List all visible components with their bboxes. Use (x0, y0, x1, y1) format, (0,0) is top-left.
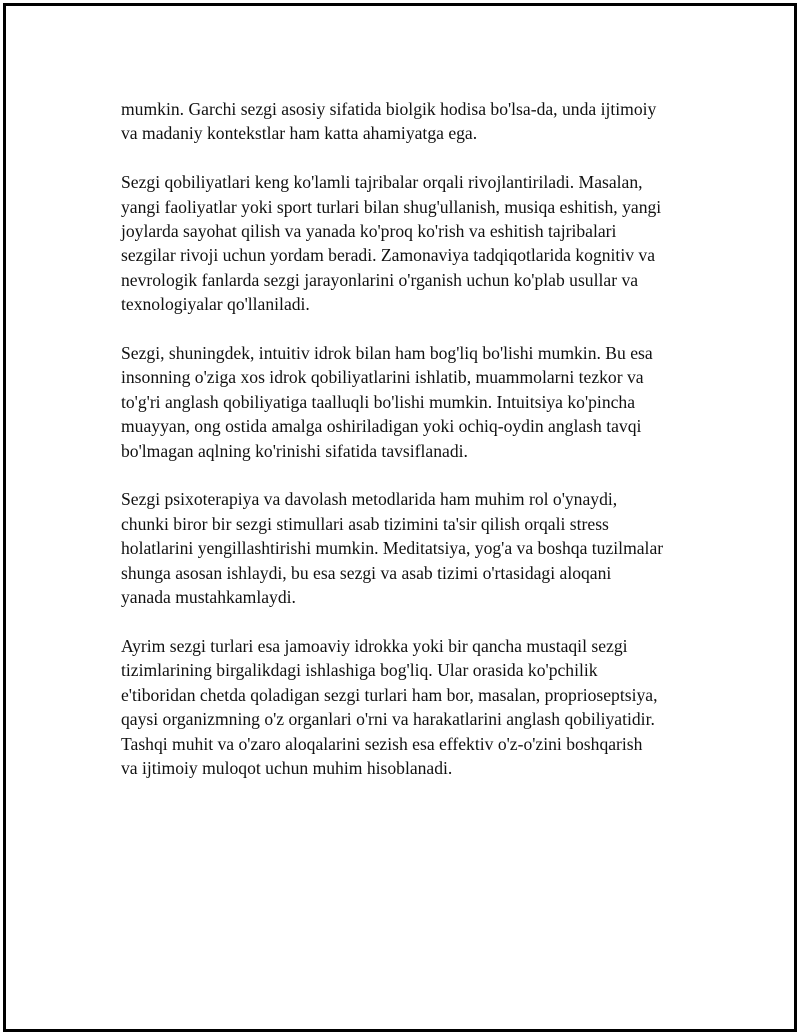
document-body (121, 97, 701, 805)
paragraph-5: Ayrim sezgi turlari esa jamoaviy idrokka yoki bir qancha mustaqil sezgi tizimlarining birgalikdagi ishlashiga bog'liq. Ular orasida ko'pchilik e'tiboridan chetda qoladigan sezgi turlari ham bor, masalan, proprioseptsiya, qaysi organizmning o'z organlari o'rni va harakatlarini anglash qobiliyatidir. Tashqi muhit va o'zaro aloqalarini sezish esa effektiv o'z-o'zini boshqarish va ijtimoiy muloqot uchun muhim hisoblanadi. (121, 635, 658, 778)
document-page (3, 3, 797, 1032)
paragraph-1: mumkin. Garchi sezgi asosiy sifatida biolgik hodisa bo'lsa-da, unda ijtimoiy va madaniy kontekstlar ham katta ahamiyatga ega. (121, 99, 657, 144)
paragraph-4: Sezgi psixoterapiya va davolash metodlarida ham muhim rol o'ynaydi, chunki biror bir sezgi stimullari asab tizimini ta'sir qilish orqali stress holatlarini yengillashtirishi mumkin. Meditatsiya, yog'a va boshqa tuzilmalar shunga asosan ishlaydi, bu esa sezgi va asab tizimi o'rtasidagi aloqani yanada mustahkamlaydi. (121, 489, 664, 608)
paragraph-3: Sezgi, shuningdek, intuitiv idrok bilan ham bog'liq bo'lishi mumkin. Bu esa insonning o'ziga xos idrok qobiliyatlarini ishlatib, muammolarni tezkor va to'g'ri anglash qobiliyatiga taalluqli bo'lishi mumkin. Intuitsiya ko'pincha muayyan, ong ostida amalga oshiriladigan yoki ochiq-oydin anglash tavqi bo'lmagan aqlning ko'rinishi sifatida tavsiflanadi. (121, 343, 653, 461)
paragraph-2: Sezgi qobiliyatlari keng ko'lamli tajribalar orqali rivojlantiriladi. Masalan, yangi faoliyatlar yoki sport turlari bilan shug'ullanish, musiqa eshitish, yangi joylarda sayohat qilish va yanada ko'proq ko'rish va eshitish tajribalari sezgilar rivoji uchun yordam beradi. Zamonaviya tadqiqotlarida kognitiv va nevrologik fanlarda sezgi jarayonlarini o'rganish uchun ko'plab usullar va texnologiyalar qo'llaniladi. (121, 172, 662, 315)
